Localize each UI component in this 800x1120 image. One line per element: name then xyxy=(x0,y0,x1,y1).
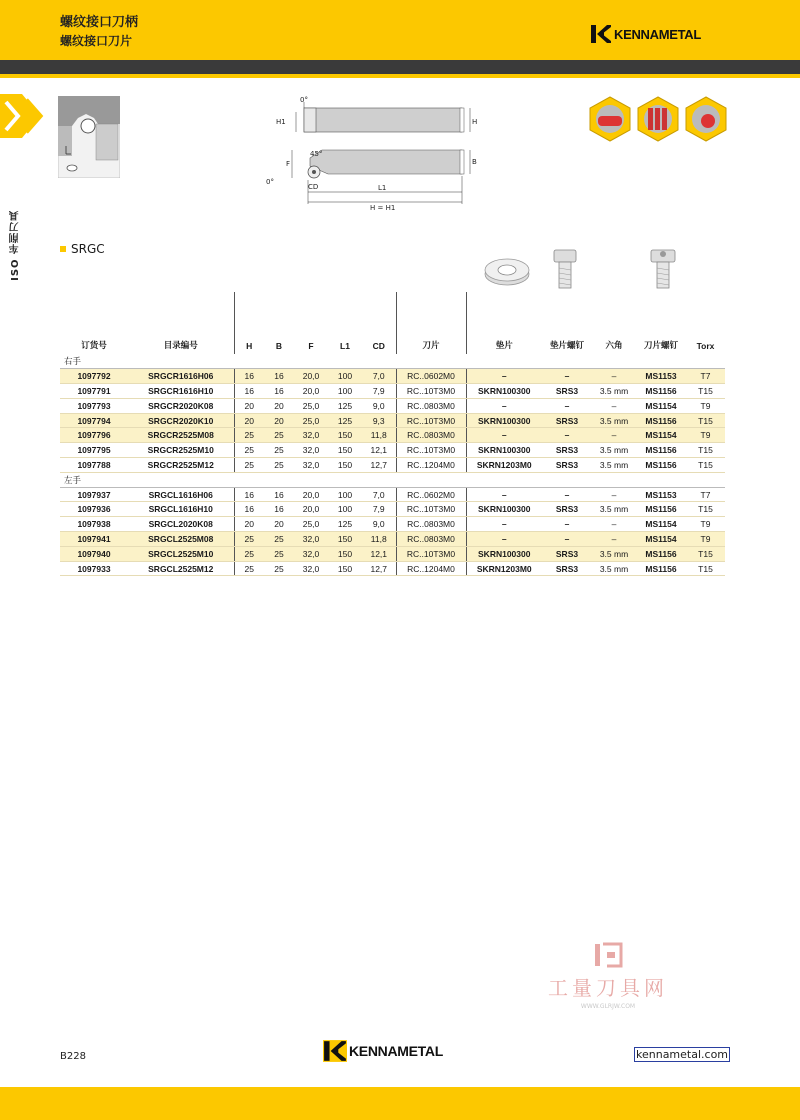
table-cell: 20,0 xyxy=(294,369,328,384)
table-cell: SRGCL1616H10 xyxy=(128,502,234,517)
table-cell: – xyxy=(466,487,542,502)
table-cell: T9 xyxy=(686,517,725,532)
table-cell: 3.5 mm xyxy=(592,458,636,473)
table-cell: T9 xyxy=(686,532,725,547)
table-cell: SRGCR1616H06 xyxy=(128,369,234,384)
table-cell: SRGCL2525M12 xyxy=(128,561,234,576)
col-torx: Torx xyxy=(696,341,715,351)
table-cell: T9 xyxy=(686,428,725,443)
table-cell: SRS3 xyxy=(542,413,592,428)
table-cell: 25 xyxy=(234,443,264,458)
table-cell: RC..10T3M0 xyxy=(396,384,466,399)
table-cell: MS1154 xyxy=(636,398,686,413)
header-title-1: 螺纹接口刀柄 xyxy=(60,15,139,30)
group-row xyxy=(60,472,725,487)
table-cell: 16 xyxy=(234,369,264,384)
table-cell: 25,0 xyxy=(294,398,328,413)
table-cell: 20,0 xyxy=(294,487,328,502)
table-cell: RC..10T3M0 xyxy=(396,546,466,561)
table-cell: 150 xyxy=(328,532,362,547)
table-cell: T15 xyxy=(686,443,725,458)
col-catalog-number: 目录编号 xyxy=(163,340,198,350)
table-cell: 3.5 mm xyxy=(592,546,636,561)
col-b: B xyxy=(275,341,283,351)
table-cell: 25 xyxy=(234,458,264,473)
table-cell: SKRN1203M0 xyxy=(466,458,542,473)
table-row xyxy=(60,398,725,413)
table-cell: 12,1 xyxy=(362,546,396,561)
steel-material-icon xyxy=(590,97,630,141)
side-section-label: ISO 车削刀具 xyxy=(10,210,21,281)
header-band xyxy=(0,0,800,60)
table-cell: 20 xyxy=(264,398,294,413)
table-cell: T15 xyxy=(686,413,725,428)
f-label: F xyxy=(286,160,291,168)
table-cell: 20 xyxy=(234,517,264,532)
table-cell: 16 xyxy=(264,369,294,384)
table-cell: – xyxy=(466,532,542,547)
table-cell: SRGCR2020K10 xyxy=(128,413,234,428)
col-shim-screw: 垫片螺钉 xyxy=(549,340,584,350)
table-cell: 7,9 xyxy=(362,384,396,399)
table-cell: 3.5 mm xyxy=(592,502,636,517)
table-cell: 20,0 xyxy=(294,384,328,399)
table-cell: MS1156 xyxy=(636,443,686,458)
table-cell: 20,0 xyxy=(294,502,328,517)
table-cell: 16 xyxy=(264,502,294,517)
table-cell: 16 xyxy=(264,487,294,502)
col-shim: 垫片 xyxy=(466,292,542,354)
table-cell: 25 xyxy=(264,458,294,473)
table-row xyxy=(60,369,725,384)
table-row xyxy=(60,384,725,399)
table-cell: 12,7 xyxy=(362,458,396,473)
table-cell: MS1156 xyxy=(636,458,686,473)
watermark-url: WWW.GLRJW.COM xyxy=(580,1003,636,1010)
watermark xyxy=(538,942,678,1010)
table-cell: 11,8 xyxy=(362,532,396,547)
table-cell: SRGCL2020K08 xyxy=(128,517,234,532)
table-cell: RC..0803M0 xyxy=(396,398,466,413)
table-cell: – xyxy=(542,369,592,384)
h-eq-h1-label: H = H1 xyxy=(370,204,396,212)
angle-0-side-label: 0° xyxy=(266,178,274,186)
table-cell: 25 xyxy=(234,532,264,547)
table-cell: – xyxy=(542,517,592,532)
table-cell: – xyxy=(592,369,636,384)
table-cell: 9,3 xyxy=(362,413,396,428)
table-cell: T9 xyxy=(686,398,725,413)
table-cell: T15 xyxy=(686,546,725,561)
table-cell: T15 xyxy=(686,502,725,517)
table-cell: – xyxy=(542,428,592,443)
col-order-number: 订货号 xyxy=(81,340,107,350)
table-cell: 25,0 xyxy=(294,517,328,532)
table-cell: 1097933 xyxy=(60,561,128,576)
shim-screw-icon xyxy=(550,248,580,292)
col-l1: L1 xyxy=(340,341,350,351)
table-cell: 150 xyxy=(328,458,362,473)
table-cell: 1097794 xyxy=(60,413,128,428)
table-cell: SRGCR2020K08 xyxy=(128,398,234,413)
section-title xyxy=(60,242,105,256)
table-row xyxy=(60,458,725,473)
table-cell: 1097793 xyxy=(60,398,128,413)
table-row xyxy=(60,532,725,547)
table-row xyxy=(60,413,725,428)
section-title-text: SRGC xyxy=(71,242,105,256)
table-cell: MS1154 xyxy=(636,428,686,443)
table-cell: 20 xyxy=(264,413,294,428)
table-cell: MS1156 xyxy=(636,546,686,561)
table-cell: SRGCL1616H06 xyxy=(128,487,234,502)
page-number: B228 xyxy=(60,1051,86,1062)
table-cell: T7 xyxy=(686,369,725,384)
table-cell: 32,0 xyxy=(294,561,328,576)
table-cell: SRS3 xyxy=(542,546,592,561)
material-group-icons xyxy=(588,96,730,142)
operation-thumbnail xyxy=(58,96,120,178)
table-cell: T15 xyxy=(686,561,725,576)
kennametal-k-icon xyxy=(590,24,612,44)
table-cell: RC..0803M0 xyxy=(396,428,466,443)
tool-dimension-drawing xyxy=(262,94,482,214)
table-cell: RC..0803M0 xyxy=(396,517,466,532)
section-bullet-icon xyxy=(60,246,66,252)
table-row xyxy=(60,487,725,502)
table-cell: 3.5 mm xyxy=(592,443,636,458)
table-row xyxy=(60,561,725,576)
table-cell: 25 xyxy=(264,443,294,458)
table-cell: – xyxy=(542,487,592,502)
table-cell: 20 xyxy=(234,413,264,428)
b-label: B xyxy=(472,158,477,166)
table-cell: MS1153 xyxy=(636,487,686,502)
table-cell: MS1154 xyxy=(636,517,686,532)
table-cell: 25 xyxy=(234,561,264,576)
table-cell: 12,1 xyxy=(362,443,396,458)
table-cell: 32,0 xyxy=(294,428,328,443)
table-cell: MS1156 xyxy=(636,561,686,576)
table-cell: SRS3 xyxy=(542,384,592,399)
table-cell: 32,0 xyxy=(294,458,328,473)
product-table xyxy=(60,292,725,576)
table-cell: 1097796 xyxy=(60,428,128,443)
table-cell: MS1153 xyxy=(636,369,686,384)
col-insert-screw: 刀片螺钉 xyxy=(643,340,678,350)
cd-label: CD xyxy=(308,183,319,191)
table-cell: SRGCR2525M08 xyxy=(128,428,234,443)
kennametal-logo xyxy=(590,24,701,44)
table-cell: – xyxy=(592,532,636,547)
table-cell: RC..10T3M0 xyxy=(396,502,466,517)
table-cell: 1097792 xyxy=(60,369,128,384)
table-cell: 1097791 xyxy=(60,384,128,399)
col-insert: 刀片 xyxy=(396,292,466,354)
table-cell: SRGCR1616H10 xyxy=(128,384,234,399)
table-cell: 7,0 xyxy=(362,369,396,384)
table-cell: – xyxy=(466,398,542,413)
table-cell: 9,0 xyxy=(362,398,396,413)
table-cell: SKRN100300 xyxy=(466,502,542,517)
table-cell: 150 xyxy=(328,428,362,443)
table-cell: SRS3 xyxy=(542,502,592,517)
table-cell: 1097936 xyxy=(60,502,128,517)
table-cell: SRS3 xyxy=(542,458,592,473)
table-cell: T15 xyxy=(686,458,725,473)
table-header-row xyxy=(60,292,725,354)
table-cell: – xyxy=(592,428,636,443)
table-cell: 1097937 xyxy=(60,487,128,502)
table-cell: SKRN1203M0 xyxy=(466,561,542,576)
table-cell: 100 xyxy=(328,369,362,384)
footer-kennametal-k-icon xyxy=(323,1040,347,1062)
header-dark-bar xyxy=(0,60,800,74)
h1-label: H1 xyxy=(276,118,286,126)
table-cell: RC..0602M0 xyxy=(396,487,466,502)
table-cell: 25 xyxy=(234,428,264,443)
table-cell: – xyxy=(466,428,542,443)
table-cell: 3.5 mm xyxy=(592,384,636,399)
col-f: F xyxy=(308,341,314,351)
header-title-2: 螺纹接口刀片 xyxy=(60,34,133,48)
table-cell: – xyxy=(542,398,592,413)
table-cell: 20 xyxy=(264,517,294,532)
table-cell: 100 xyxy=(328,487,362,502)
kennametal-wordmark: KENNAMETAL xyxy=(614,26,702,42)
footer-kennametal-logo xyxy=(323,1040,443,1062)
watermark-text: 工量刀具网 xyxy=(548,976,668,1000)
table-cell: – xyxy=(466,517,542,532)
table-cell: SRS3 xyxy=(542,561,592,576)
table-cell: 150 xyxy=(328,561,362,576)
table-cell: SKRN100300 xyxy=(466,384,542,399)
insert-screw-icon xyxy=(648,248,678,292)
table-cell: 1097941 xyxy=(60,532,128,547)
table-cell: SRGCL2525M10 xyxy=(128,546,234,561)
table-cell: – xyxy=(542,532,592,547)
table-cell: RC..0602M0 xyxy=(396,369,466,384)
table-cell: 25 xyxy=(264,561,294,576)
table-cell: RC..10T3M0 xyxy=(396,413,466,428)
table-cell: – xyxy=(592,517,636,532)
stainless-material-icon xyxy=(638,97,678,141)
table-cell: 9,0 xyxy=(362,517,396,532)
table-row xyxy=(60,502,725,517)
footer-wordmark: KENNAMETAL xyxy=(349,1043,443,1059)
table-cell: 32,0 xyxy=(294,532,328,547)
group-row xyxy=(60,354,725,369)
table-cell: SRS3 xyxy=(542,443,592,458)
table-cell: MS1156 xyxy=(636,384,686,399)
table-cell: T15 xyxy=(686,384,725,399)
table-cell: 1097938 xyxy=(60,517,128,532)
table-cell: RC..0803M0 xyxy=(396,532,466,547)
side-chevron-icon xyxy=(0,94,56,138)
table-cell: SKRN100300 xyxy=(466,443,542,458)
table-cell: 100 xyxy=(328,384,362,399)
col-h: H xyxy=(234,292,264,354)
table-cell: MS1154 xyxy=(636,532,686,547)
table-cell: SRGCL2525M08 xyxy=(128,532,234,547)
table-cell: T7 xyxy=(686,487,725,502)
table-cell: 3.5 mm xyxy=(592,413,636,428)
table-cell: 150 xyxy=(328,443,362,458)
table-cell: 150 xyxy=(328,546,362,561)
table-cell: 100 xyxy=(328,502,362,517)
l1-label: L1 xyxy=(378,184,387,192)
table-cell: SKRN100300 xyxy=(466,413,542,428)
website-link[interactable]: kennametal.com xyxy=(636,1048,729,1061)
table-cell: 32,0 xyxy=(294,546,328,561)
table-row xyxy=(60,443,725,458)
table-cell: 25 xyxy=(264,532,294,547)
table-cell: RC..1204M0 xyxy=(396,561,466,576)
table-cell: 25,0 xyxy=(294,413,328,428)
table-cell: 125 xyxy=(328,398,362,413)
table-cell: 25 xyxy=(264,428,294,443)
table-cell: 125 xyxy=(328,517,362,532)
table-cell: RC..1204M0 xyxy=(396,458,466,473)
cast-iron-material-icon xyxy=(686,97,726,141)
table-cell: – xyxy=(466,369,542,384)
table-cell: 7,9 xyxy=(362,502,396,517)
table-cell: 1097788 xyxy=(60,458,128,473)
table-cell: SKRN100300 xyxy=(466,546,542,561)
table-cell: 16 xyxy=(234,487,264,502)
watermark-logo-icon xyxy=(593,942,623,968)
table-row xyxy=(60,546,725,561)
table-cell: 25 xyxy=(264,546,294,561)
table-cell: 11,8 xyxy=(362,428,396,443)
table-cell: RC..10T3M0 xyxy=(396,443,466,458)
angle-0-top-label: 0° xyxy=(300,96,308,104)
table-cell: – xyxy=(592,398,636,413)
table-cell: 12,7 xyxy=(362,561,396,576)
table-body xyxy=(60,354,725,576)
table-cell: MS1156 xyxy=(636,502,686,517)
table-row xyxy=(60,517,725,532)
col-hex: 六角 xyxy=(605,340,623,350)
table-cell: 125 xyxy=(328,413,362,428)
table-cell: SRGCR2525M10 xyxy=(128,443,234,458)
col-cd: CD xyxy=(372,341,385,351)
table-cell: SRGCR2525M12 xyxy=(128,458,234,473)
table-cell: 7,0 xyxy=(362,487,396,502)
table-cell: 1097795 xyxy=(60,443,128,458)
angle-45-label: 45° xyxy=(310,150,323,158)
group-label: 右手 xyxy=(60,354,725,369)
group-label: 左手 xyxy=(60,472,725,487)
table-cell: 16 xyxy=(234,384,264,399)
table-cell: 25 xyxy=(234,546,264,561)
table-cell: 1097940 xyxy=(60,546,128,561)
header-yellow-rule xyxy=(0,74,800,78)
table-cell: – xyxy=(592,487,636,502)
table-cell: 20 xyxy=(234,398,264,413)
table-cell: MS1156 xyxy=(636,413,686,428)
table-cell: 32,0 xyxy=(294,443,328,458)
table-cell: 3.5 mm xyxy=(592,561,636,576)
footer-band xyxy=(0,1087,800,1120)
table-cell: 16 xyxy=(264,384,294,399)
table-row xyxy=(60,428,725,443)
table-cell: 16 xyxy=(234,502,264,517)
h-label: H xyxy=(472,118,478,126)
shim-icon xyxy=(482,250,532,290)
